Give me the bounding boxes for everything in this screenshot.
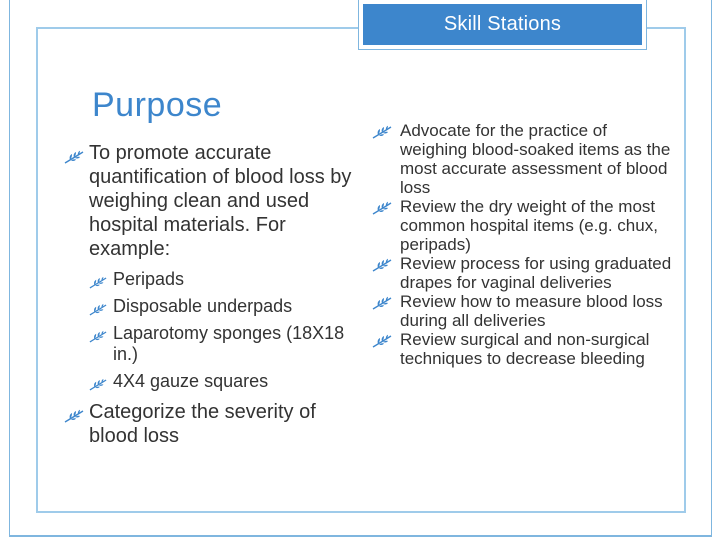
- sub-bullet-list: [89, 269, 354, 392]
- list-item: [64, 141, 354, 392]
- wheat-sprig-icon: [372, 200, 392, 214]
- wheat-sprig-icon: [64, 405, 84, 419]
- bullet-text: Review surgical and non-surgical techniques to decrease bleeding: [400, 330, 650, 368]
- list-item: [372, 254, 672, 292]
- wheat-sprig-icon: [89, 375, 107, 388]
- bullet-text: Review process for using graduated drapes for vaginal deliveries: [400, 254, 672, 292]
- wheat-sprig-icon: [64, 146, 84, 160]
- list-item: [372, 121, 672, 197]
- banner-label: Skill Stations: [443, 13, 562, 35]
- bullet-text: To promote accurate quantification of blood loss by weighing clean and used hospital materials. For example:: [89, 142, 352, 260]
- bullet-text: 4X4 gauze squares: [113, 371, 269, 391]
- bullet-text: Categorize the severity of blood loss: [89, 401, 316, 447]
- wheat-sprig-icon: [89, 273, 107, 286]
- list-item: [89, 296, 354, 317]
- list-item: [372, 197, 672, 254]
- slide-title: Purpose: [92, 86, 223, 124]
- wheat-sprig-icon: [372, 124, 392, 138]
- bullet-text: Disposable underpads: [113, 296, 293, 316]
- list-item: [64, 400, 354, 448]
- wheat-sprig-icon: [372, 295, 392, 309]
- bullet-text: Laparotomy sponges (18X18 in.): [113, 323, 345, 364]
- wheat-sprig-icon: [372, 257, 392, 271]
- list-item: [372, 292, 672, 330]
- right-bullet-list: [372, 121, 672, 368]
- list-item: [372, 330, 672, 368]
- section-banner: [359, 0, 646, 49]
- bullet-text: Advocate for the practice of weighing blood-soaked items as the most accurate assessment of blood loss: [400, 121, 671, 197]
- list-item: [89, 371, 354, 392]
- right-column: [372, 121, 672, 368]
- left-column: [64, 141, 354, 448]
- list-item: [89, 323, 354, 365]
- wheat-sprig-icon: [372, 333, 392, 347]
- bullet-text: Review the dry weight of the most common hospital items (e.g. chux, peripads): [400, 197, 658, 254]
- wheat-sprig-icon: [89, 300, 107, 313]
- list-item: [89, 269, 354, 290]
- left-bullet-list: [64, 141, 354, 448]
- bullet-text: Peripads: [113, 269, 185, 289]
- wheat-sprig-icon: [89, 327, 107, 340]
- bullet-text: Review how to measure blood loss during all deliveries: [400, 292, 663, 330]
